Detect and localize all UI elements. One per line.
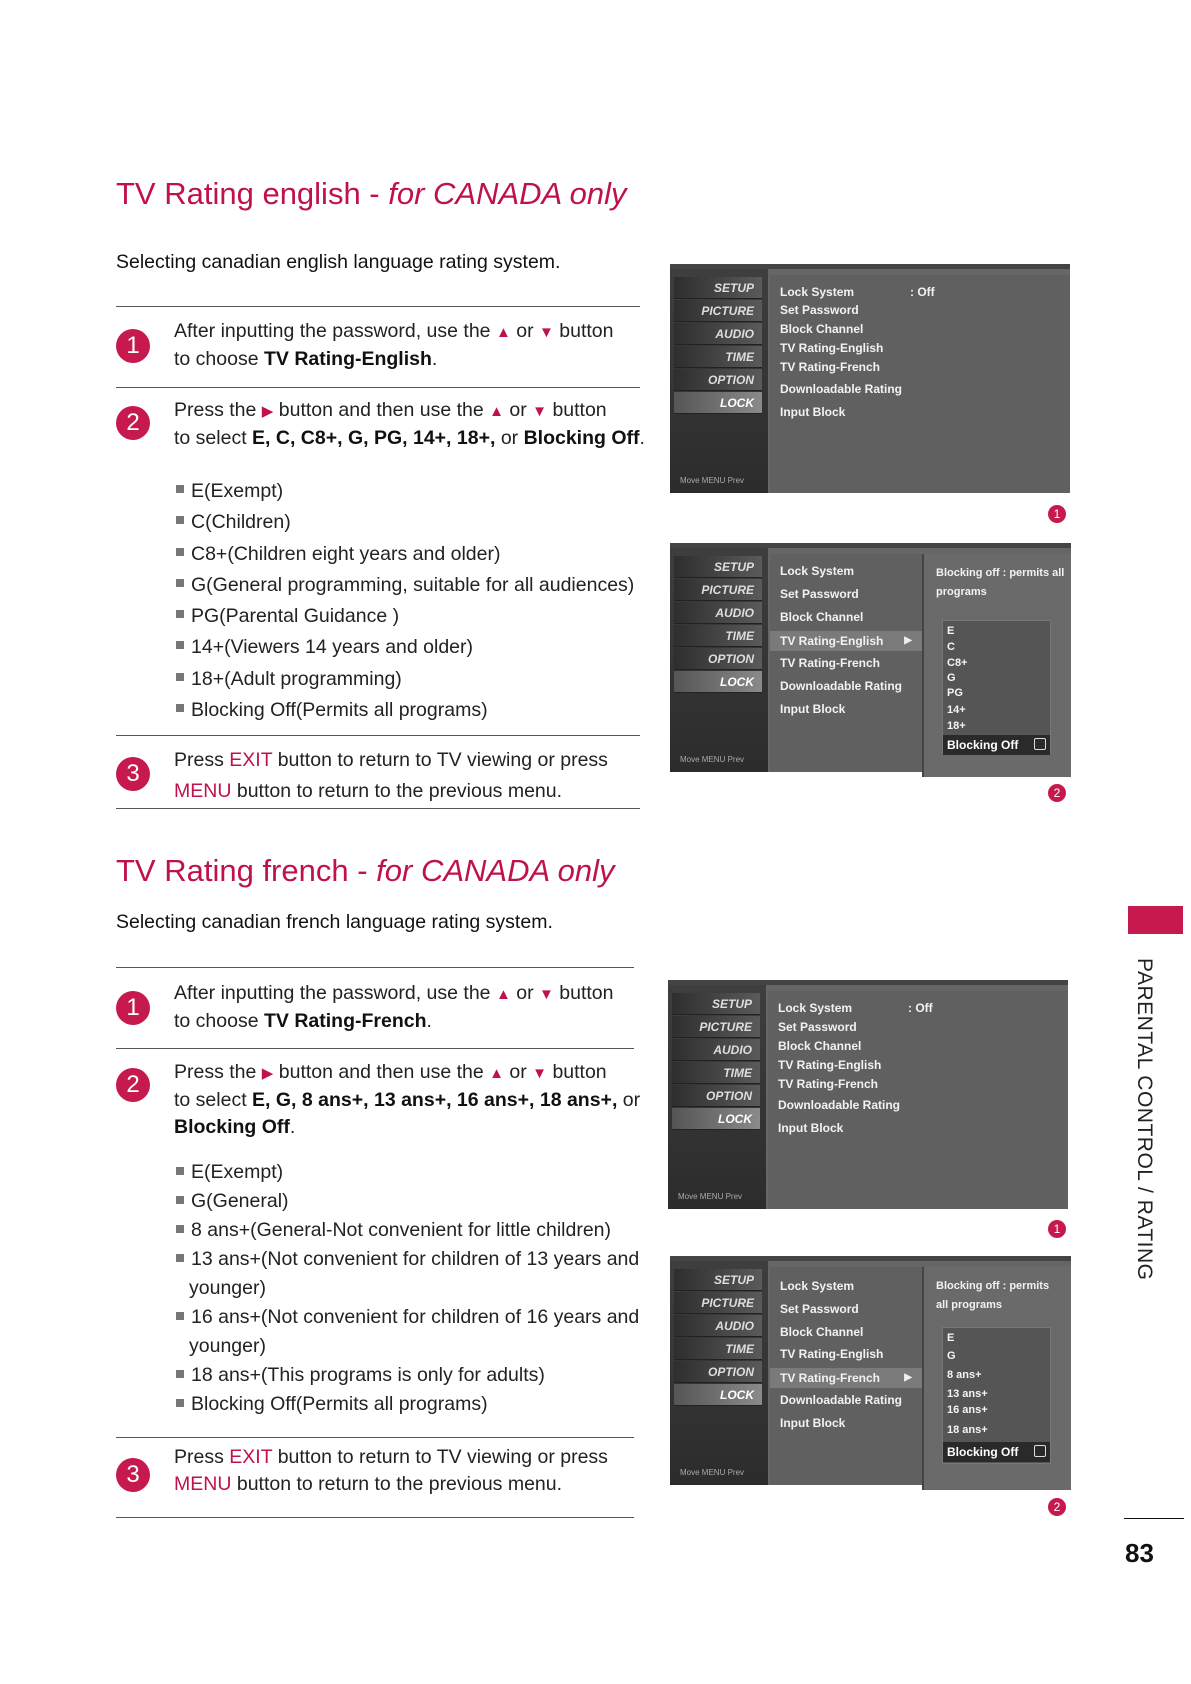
menu-item-set-password[interactable]: Set Password xyxy=(780,1302,859,1316)
menu-item-downloadable-rating[interactable]: Downloadable Rating xyxy=(778,1098,901,1112)
tv-footer-hint: Move MENU Prev xyxy=(680,476,745,485)
list-item: C(Children) xyxy=(174,507,634,538)
tv-category-setup[interactable]: SETUP xyxy=(672,993,760,1015)
list-item: 18 ans+(This programs is only for adults) xyxy=(174,1361,639,1390)
tv-category-picture[interactable]: PICTURE xyxy=(672,1016,760,1038)
menu-item-downloadable-rating[interactable]: Downloadable Rating xyxy=(780,679,903,693)
unlock-icon xyxy=(1034,738,1046,750)
tv-category-audio[interactable]: AUDIO xyxy=(674,1315,762,1337)
list-item: G(General) xyxy=(174,1187,639,1216)
french-step-2: Press the ▶ button and then use the ▲ or ▼ button to select E, G, 8 ans+, 13 ans+, 16 ans+, 18 ans+, or Blocking Off. xyxy=(174,1061,641,1138)
submenu-note: Blocking off : permits all programs xyxy=(936,1280,1050,1311)
rating-option[interactable]: 14+ xyxy=(947,704,966,716)
french-subtitle: Selecting canadian french language rating system. xyxy=(116,911,553,933)
tv-category-setup[interactable]: SETUP xyxy=(674,1269,762,1291)
tv-category-lock[interactable]: LOCK xyxy=(672,1108,760,1130)
rating-option[interactable]: C xyxy=(947,641,955,653)
tv-lock-menu xyxy=(770,554,922,772)
french-title: TV Rating french - for CANADA only xyxy=(116,853,615,888)
rating-option[interactable]: G xyxy=(947,1350,956,1362)
step-3-badge: 3 xyxy=(116,1458,150,1492)
down-arrow-icon: ▼ xyxy=(532,1065,548,1082)
menu-item-input-block[interactable]: Input Block xyxy=(780,702,846,716)
rating-option[interactable]: 13 ans+ xyxy=(947,1388,988,1400)
unlock-icon xyxy=(1034,1445,1046,1457)
rating-option[interactable]: E xyxy=(947,625,955,637)
menu-item-tv-rating-english[interactable]: TV Rating-English xyxy=(780,341,884,355)
list-item: PG(Parental Guidance ) xyxy=(174,601,634,632)
tv-lock-menu xyxy=(768,991,1068,1209)
tv-category-option[interactable]: OPTION xyxy=(672,1085,760,1107)
menu-item-tv-rating-english[interactable]: TV Rating-English ▶ xyxy=(770,631,922,651)
down-arrow-icon: ▼ xyxy=(539,324,554,341)
rating-options xyxy=(942,1327,1051,1464)
menu-item-block-channel[interactable]: Block Channel xyxy=(780,1325,864,1339)
right-arrow-icon: ▶ xyxy=(261,1065,274,1082)
french-rating-list xyxy=(174,1158,639,1419)
english-title: TV Rating english - for CANADA only xyxy=(116,176,627,211)
menu-item-block-channel[interactable]: Block Channel xyxy=(780,610,864,624)
step-1-badge: 1 xyxy=(116,991,150,1025)
screen-number-1: 1 xyxy=(1048,505,1066,523)
section-label: PARENTAL CONTROL / RATING xyxy=(1133,958,1156,1281)
tv-rating-submenu xyxy=(922,1267,1071,1490)
tv-category-picture[interactable]: PICTURE xyxy=(674,579,762,601)
tv-category-audio[interactable]: AUDIO xyxy=(674,323,762,345)
list-item: 14+(Viewers 14 years and older) xyxy=(174,632,634,663)
tv-category-option[interactable]: OPTION xyxy=(674,1361,762,1383)
list-item: E(Exempt) xyxy=(174,1158,639,1187)
up-arrow-icon: ▲ xyxy=(489,1065,504,1082)
submenu-arrow-icon: ▶ xyxy=(904,1372,912,1383)
menu-item-set-password[interactable]: Set Password xyxy=(778,1020,857,1034)
menu-item-lock-system[interactable]: Lock System xyxy=(780,285,855,299)
tv-category-setup[interactable]: SETUP xyxy=(674,277,762,299)
menu-item-tv-rating-english[interactable]: TV Rating-English xyxy=(780,1347,884,1361)
menu-item-downloadable-rating[interactable]: Downloadable Rating xyxy=(780,382,903,396)
down-arrow-icon: ▼ xyxy=(532,403,548,420)
tv-category-bar xyxy=(668,985,766,1209)
rating-option[interactable]: 8 ans+ xyxy=(947,1369,982,1381)
right-arrow-icon: ▶ xyxy=(261,403,274,420)
list-item: G(General programming, suitable for all audiences) xyxy=(174,570,634,601)
step-2-badge: 2 xyxy=(116,406,150,440)
submenu-arrow-icon: ▶ xyxy=(904,635,912,646)
menu-item-downloadable-rating[interactable]: Downloadable Rating xyxy=(780,1393,903,1407)
screen-number-2: 2 xyxy=(1048,784,1066,802)
menu-item-block-channel[interactable]: Block Channel xyxy=(778,1039,862,1053)
tv-category-setup[interactable]: SETUP xyxy=(674,556,762,578)
tv-menu-english-1 xyxy=(670,264,1070,493)
rating-option[interactable]: PG xyxy=(947,687,963,699)
list-item: E(Exempt) xyxy=(174,476,634,507)
rating-option[interactable]: C8+ xyxy=(947,657,968,669)
tv-lock-menu xyxy=(770,275,1070,493)
rating-option[interactable]: 18 ans+ xyxy=(947,1424,988,1436)
list-item: 8 ans+(General-Not convenient for little children) xyxy=(174,1216,639,1245)
tv-category-bar xyxy=(670,1261,768,1485)
tv-category-lock[interactable]: LOCK xyxy=(674,392,762,414)
tv-rating-submenu xyxy=(922,554,1071,777)
tv-category-bar xyxy=(670,548,768,772)
french-step-1: After inputting the password, use the ▲ or ▼ button to choose TV Rating-French. xyxy=(174,982,614,1032)
screen-number-1: 1 xyxy=(1048,1220,1066,1238)
tv-footer-hint: Move MENU Prev xyxy=(678,1192,743,1201)
rating-option[interactable]: E xyxy=(947,1332,955,1344)
rating-option[interactable]: G xyxy=(947,672,956,684)
menu-item-input-block[interactable]: Input Block xyxy=(778,1121,844,1135)
tv-menu-english-2 xyxy=(670,543,1071,772)
tv-category-audio[interactable]: AUDIO xyxy=(674,602,762,624)
up-arrow-icon: ▲ xyxy=(489,403,504,420)
rating-option[interactable]: 18+ xyxy=(947,720,966,732)
menu-item-set-password[interactable]: Set Password xyxy=(780,303,859,317)
list-item: Blocking Off(Permits all programs) xyxy=(174,1390,639,1419)
down-arrow-icon: ▼ xyxy=(539,986,554,1003)
menu-item-block-channel[interactable]: Block Channel xyxy=(780,322,864,336)
tv-category-option[interactable]: OPTION xyxy=(674,648,762,670)
tv-category-picture[interactable]: PICTURE xyxy=(674,1292,762,1314)
menu-item-tv-rating-french[interactable]: TV Rating-French xyxy=(780,360,881,374)
menu-item-tv-rating-french[interactable]: TV Rating-French xyxy=(778,1077,879,1091)
lock-system-value: : Off xyxy=(908,1001,933,1015)
english-rating-list xyxy=(174,476,634,726)
tv-category-picture[interactable]: PICTURE xyxy=(674,300,762,322)
menu-item-tv-rating-french[interactable]: TV Rating-French ▶ xyxy=(770,1368,922,1388)
tv-category-lock[interactable]: LOCK xyxy=(674,1384,762,1406)
tv-category-time[interactable]: TIME xyxy=(674,346,762,368)
list-item: C8+(Children eight years and older) xyxy=(174,539,634,570)
rating-option-selected[interactable]: Blocking Off xyxy=(943,735,1050,755)
section-tab xyxy=(1128,906,1183,934)
english-subtitle: Selecting canadian english language rating system. xyxy=(116,251,561,273)
menu-item-tv-rating-french[interactable]: TV Rating-French xyxy=(780,656,881,670)
step-1-badge: 1 xyxy=(116,329,150,363)
tv-menu-french-2 xyxy=(670,1256,1071,1485)
lock-system-value: : Off xyxy=(910,285,935,299)
list-item: 18+(Adult programming) xyxy=(174,664,634,695)
menu-item-lock-system[interactable]: Lock System xyxy=(780,564,855,578)
tv-category-time[interactable]: TIME xyxy=(674,1338,762,1360)
menu-item-input-block[interactable]: Input Block xyxy=(780,405,846,419)
english-step-3: Press EXIT button to return to TV viewing or press MENU button to return to the previous menu. xyxy=(174,749,608,802)
rating-option[interactable]: 16 ans+ xyxy=(947,1404,988,1416)
english-step-1: After inputting the password, use the ▲ or ▼ button to choose TV Rating-English. xyxy=(174,320,614,370)
tv-category-time[interactable]: TIME xyxy=(672,1062,760,1084)
tv-footer-hint: Move MENU Prev xyxy=(680,1468,745,1477)
step-3-badge: 3 xyxy=(116,757,150,791)
tv-category-audio[interactable]: AUDIO xyxy=(672,1039,760,1061)
screen-number-2: 2 xyxy=(1048,1498,1066,1516)
list-item: 16 ans+(Not convenient for children of 16 years and younger) xyxy=(174,1303,639,1361)
up-arrow-icon: ▲ xyxy=(495,986,511,1003)
rating-options xyxy=(942,620,1051,753)
list-item: 13 ans+(Not convenient for children of 13 years and younger) xyxy=(174,1245,639,1303)
tv-footer-hint: Move MENU Prev xyxy=(680,755,745,764)
up-arrow-icon: ▲ xyxy=(495,324,511,341)
menu-item-lock-system[interactable]: Lock System xyxy=(778,1001,853,1015)
tv-category-lock[interactable]: LOCK xyxy=(674,671,762,693)
page-number: 83 xyxy=(1125,1538,1154,1568)
menu-item-lock-system[interactable]: Lock System xyxy=(780,1279,855,1293)
tv-category-option[interactable]: OPTION xyxy=(674,369,762,391)
rating-option-selected[interactable]: Blocking Off xyxy=(943,1442,1050,1462)
menu-item-input-block[interactable]: Input Block xyxy=(780,1416,846,1430)
tv-menu-french-1 xyxy=(668,980,1068,1209)
tv-lock-menu xyxy=(770,1267,922,1485)
menu-item-set-password[interactable]: Set Password xyxy=(780,587,859,601)
menu-item-tv-rating-english[interactable]: TV Rating-English xyxy=(778,1058,882,1072)
list-item: Blocking Off(Permits all programs) xyxy=(174,695,634,726)
submenu-note: Blocking off : permits all programs xyxy=(936,567,1065,598)
tv-category-time[interactable]: TIME xyxy=(674,625,762,647)
english-step-2: Press the ▶ button and then use the ▲ or ▼ button to select E, C, C8+, G, PG, 14+, 18+, or Blocking Off. xyxy=(174,399,645,449)
step-2-badge: 2 xyxy=(116,1068,150,1102)
tv-category-bar xyxy=(670,269,768,493)
french-step-3: Press EXIT button to return to TV viewing or press MENU button to return to the previous menu. xyxy=(174,1446,608,1495)
